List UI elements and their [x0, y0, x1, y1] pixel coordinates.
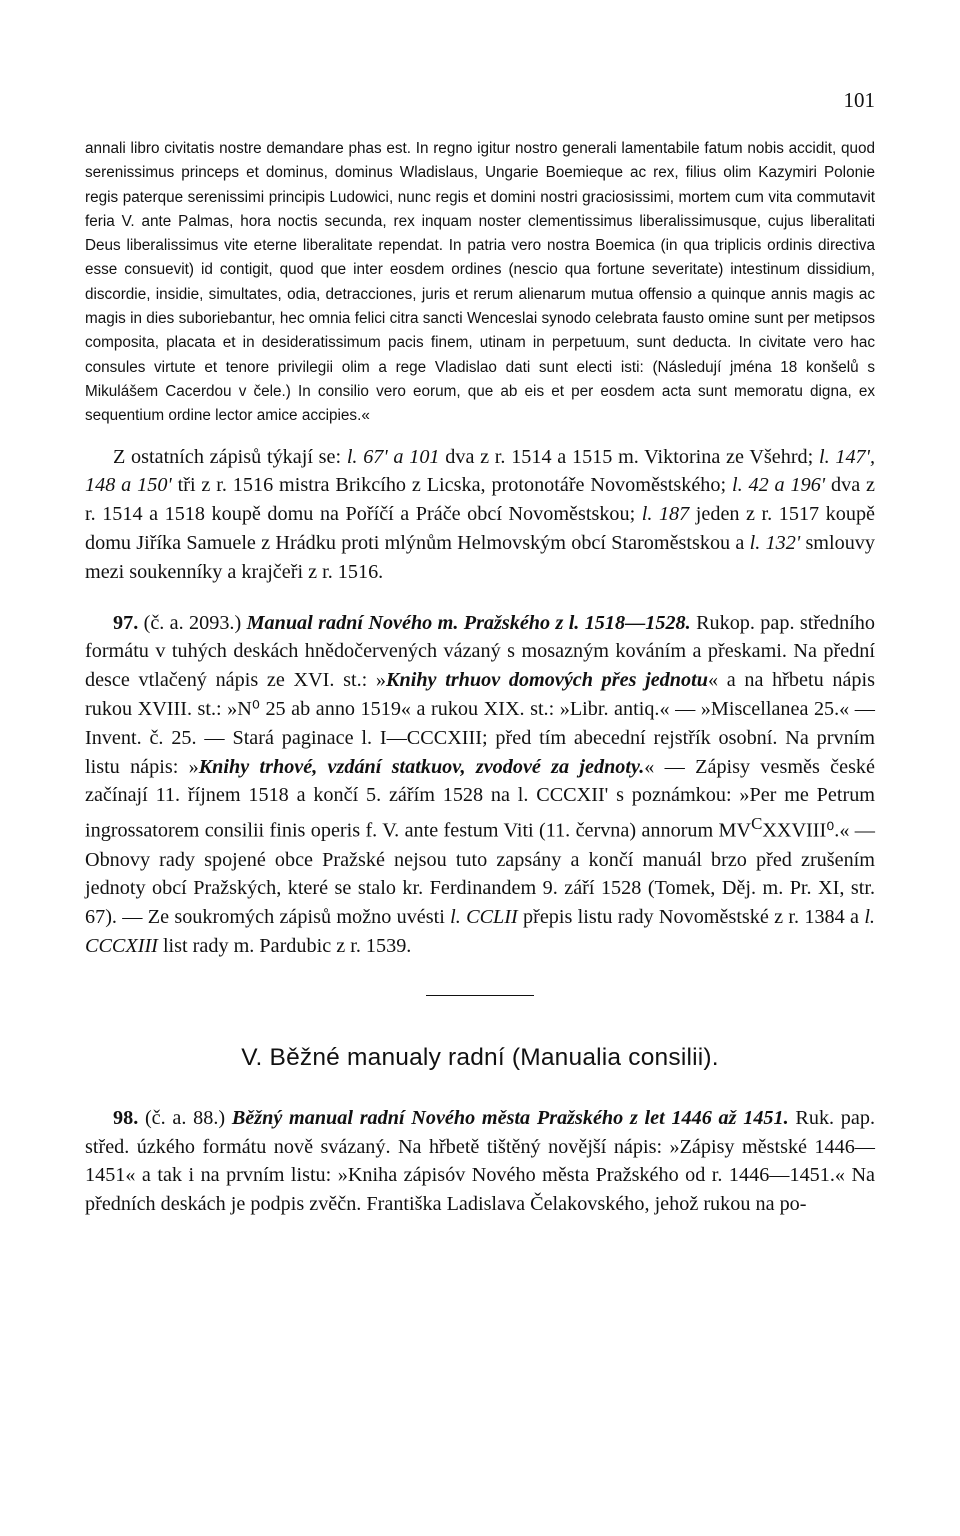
folio-reference: l. 42 a 196' — [731, 474, 826, 497]
entry-97: 97. (č. a. 2093.) Manual radní Nového m. Pražského z l. 1518—1528. Rukop. pap. středního formátu v tuhých deskách hnědočervených vázaný s mosazným kováním a přeskami. Na přední desce vtlačený nápis ze XVI. st.: »Knihy trhuov domových přes jednotu« a na hřbetu nápis rukou XVIII. st.: »N⁰ 25 ab anno 1519« a rukou XIX. st.: »Libr. antiq.« — »Miscellanea 25.« — Invent. č. 25. — Stará paginace l. I—CCCXIII; před tím abecední rejstřík osobní. Na prvním listu nápis: »Knihy trhové, vzdání statkuov, zvodové za jednoty.« — Zápisy vesměs české začínají 11. říjnem 1518 a končí 5. zářím 1528 na l. CCCXII' s poznámkou: »Per me Petrum ingrossatorem consilii finis operis f. V. ante festum Viti (11. června) annorum $MV^CXXVIII^0.«$ — Obnovy rady spojené obce Pražské nejsou tuto zapsány a končí manuál brzo před zrušením jednoty obcí Pražských, které se stalo kr. Ferdinandem 9. září 1528 (Tomek, Děj. m. Pr. XI, str. 67). — Ze soukromých zápisů možno uvésti l. CCLII přepis listu rady Novoměstské z r. 1384 a l. CCCXIII list rady m. Pardubic z r. 1539. — [85, 611, 875, 958]
entry-number: 97. — [113, 611, 139, 634]
entry-title: Běžný manual radní Nového města Pražského z let 1446 až 1451. — [231, 1106, 789, 1129]
quoted-inscription: Knihy trhuov domových přes jednotu — [386, 669, 708, 692]
section-heading: V. Běžné manualy radní (Manualia consilii). — [241, 1043, 719, 1071]
document-page — [85, 88, 875, 1219]
superscript: C — [751, 814, 763, 834]
entry-title: Manual radní Nového m. Pražského z l. 1518—1528. — [246, 611, 691, 634]
folio-reference: l. 67' a 101 — [346, 445, 440, 468]
folio-reference: l. 187 — [641, 503, 690, 526]
folio-reference: l. CCLII — [450, 906, 518, 929]
notes-paragraph: Z ostatních zápisů týkají se: l. 67' a 101 dva z r. 1514 a 1515 m. Viktorina ze Všehrd; l. 147', 148 a 150' tři z r. 1516 mistra Brikcího z Licska, protonotáře Novoměstského; l. 42 a 196' dva z r. 1514 a 1518 koupě domu na Poříčí a Práče obcí Novoměstskou; l. 187 jeden z r. 1517 koupě domu Jiříka Samuele z Hrádku proti mlýnům Helmovským obcí Staroměstskou a l. 132' smlouvy mezi soukenníky a krajčeři z r. 1516. — [85, 445, 876, 583]
quoted-inscription: Knihy trhové, vzdání statkuov, zvodové za jednoty. — [198, 755, 645, 778]
section-divider — [426, 995, 534, 996]
folio-reference: l. CCCXIII — [85, 906, 875, 958]
page-number: 101 — [843, 88, 875, 112]
folio-reference: l. 147', 148 a 150' — [85, 445, 876, 497]
entry-number: 98. — [113, 1106, 139, 1129]
entry-98: 98. (č. a. 88.) Běžný manual radní Nového města Pražského z let 1446 až 1451. Ruk. pap. střed. úzkého formátu nově svázaný. Na hřbetě tištěný novější nápis: »Zápisy městské 1446—1451« a tak i na prvním listu: »Kniha zápisóv Nového města Pražského od r. 1446—1451.« Na předních deskách je podpis zvěčn. Františka Ladislava Čelakovského, jehož rukou na po- — [85, 1106, 875, 1216]
folio-reference: l. 132' — [749, 531, 801, 554]
latin-quotation-paragraph: annali libro civitatis nostre demandare phas est. In regno igitur nostro generali lamentabile fatum nobis accidit, quod serenissimus princeps et dominus, dominus Wladislaus, Ungarie Boemieque ac rex, filius olim Kazymiri Polonie regis paterque serenissimi principis Ludowici, nunc regis et domini nostri graciosissimi, mortem cum vita commutavit feria V. ante Palmas, hora noctis secunda, rex inquam noster clementissimus liberalissimusque, cujus liberalitati Deus liberalissimus vite eterne liberalitate rependat. In patria vero nostra Boemica (in qua triplicis ordinis directiva esse consuevit) id contigit, quod que inter eosdem ordines (nescio qua fortune severitate) intestinum dissidium, discordie, insidie, simultates, odia, detracciones, juris et rerum alienarum mutua offensio a quinque annis magis ac magis in dies suboriebantur, hec omnia felici citra sancti Wenceslai synodo celebrata fausto omine sunt per metipsos composita, placata et in desideratissimum pacis finem, utinam in perpetuum, sunt deducta. In civitate vero hac consules virtute et tenore privilegii olim a rege Vladislao dati sunt electi isti: (Následují jména 18 konšelů s Mikulášem Cacerdou v čele.) In consilio vero eorum, que ab eis et per eosdem acta sunt memoratu digna, ex sequentium ordine lector amice accipies.« — [85, 140, 875, 425]
